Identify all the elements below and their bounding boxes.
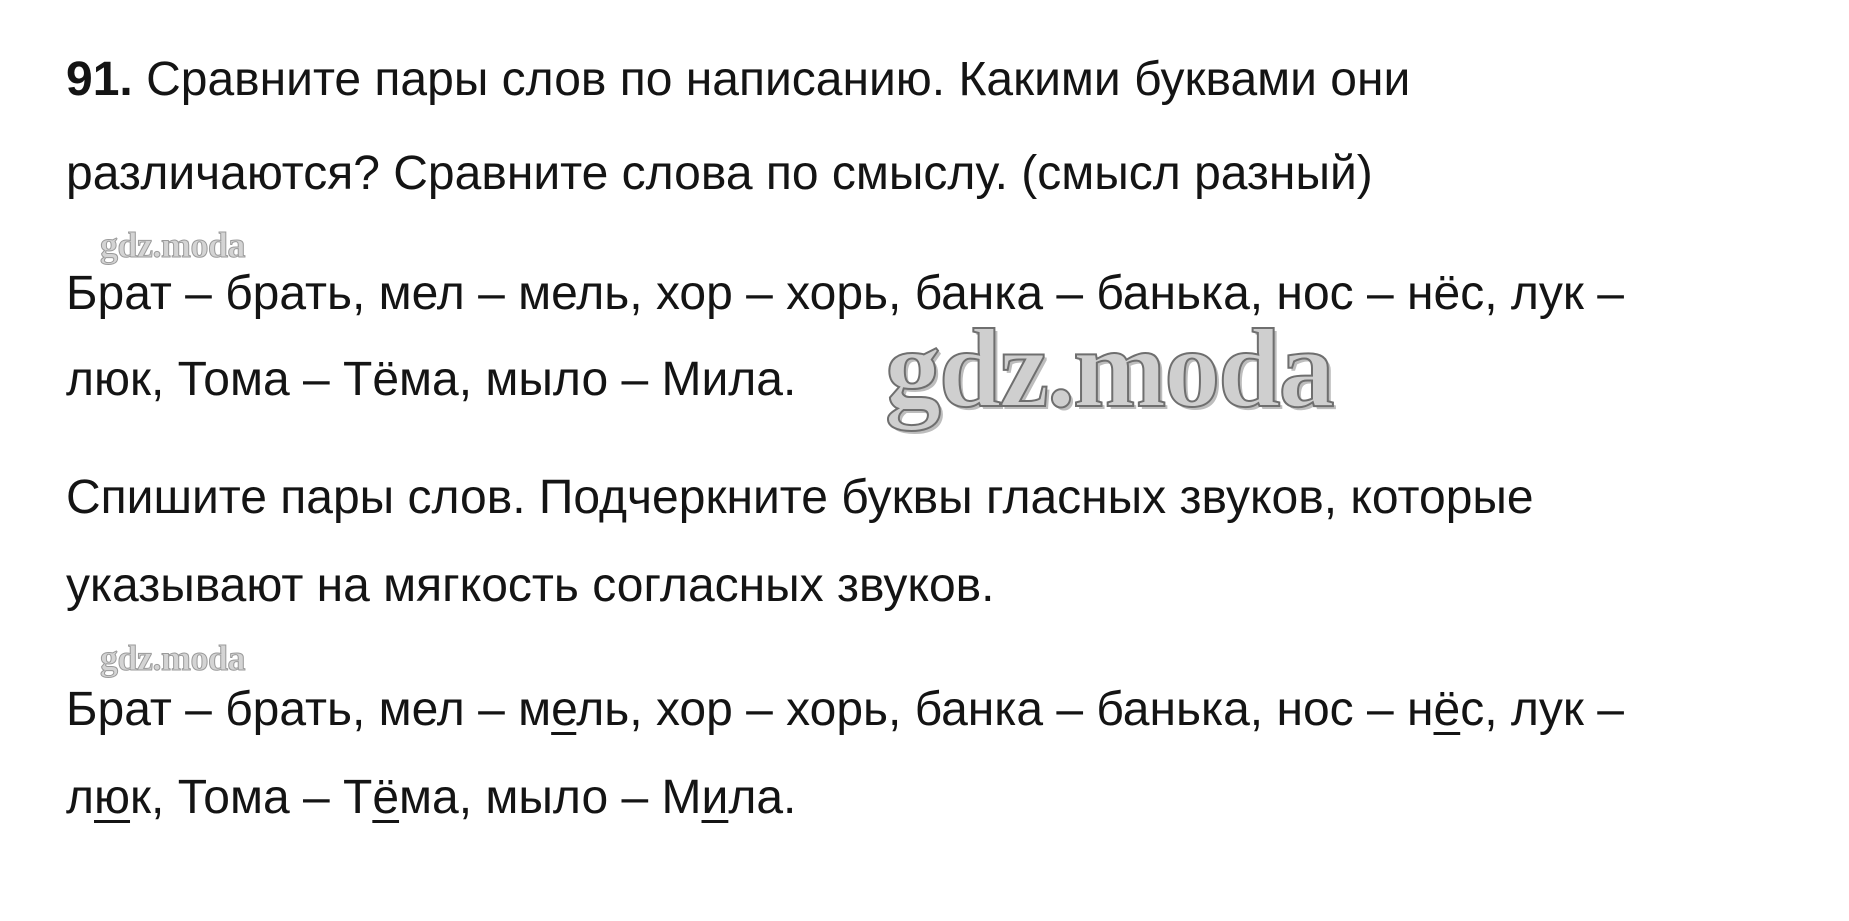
answer-2-line-1-part-1: Брат – брать, мел – м	[66, 683, 552, 736]
answer-2-line-2-part-4: ла.	[728, 771, 797, 824]
task-1-text-line-1: Сравните пары слов по написанию. Какими буквами они	[146, 53, 1411, 106]
watermark-small-bottom: gdz.moda	[100, 638, 246, 678]
answer-2-line-2	[66, 768, 796, 828]
answer-2-line-1-part-3: с, лук –	[1460, 683, 1624, 736]
task-2-line-1: Спишите пары слов. Подчеркните буквы гласных звуков, которые	[66, 471, 1534, 524]
answer-2-line-1-part-2: ль, хор – хорь, банка – банька, нос – н	[576, 683, 1434, 736]
underlined-vowel: е	[551, 683, 577, 736]
task-1-line-2: различаются? Сравните слова по смыслу. (смысл разный)	[66, 147, 1373, 200]
underlined-vowel: ё	[372, 771, 400, 824]
underlined-vowel: ю	[94, 771, 131, 824]
underlined-vowel: ё	[1433, 683, 1461, 736]
watermark-large: gdz.moda	[885, 307, 1333, 431]
exercise-number: 91.	[66, 53, 133, 106]
answer-2-line-2-part-3: ма, мыло – М	[399, 771, 702, 824]
answer-2-line-2-part-1: л	[66, 771, 95, 824]
task-1-line-1	[66, 50, 1410, 110]
underlined-vowel: и	[701, 771, 729, 824]
answer-1-line-1: Брат – брать, мел – мель, хор – хорь, банка – банька, нос – нёс, лук –	[66, 267, 1624, 320]
task-2-line-2: указывают на мягкость согласных звуков.	[66, 559, 995, 612]
answer-2-line-2-part-2: к, Тома – Т	[130, 771, 373, 824]
watermark-small-top: gdz.moda	[100, 225, 246, 265]
answer-1-line-2: люк, Тома – Тёма, мыло – Мила.	[66, 353, 797, 406]
answer-2-line-1	[66, 680, 1624, 740]
